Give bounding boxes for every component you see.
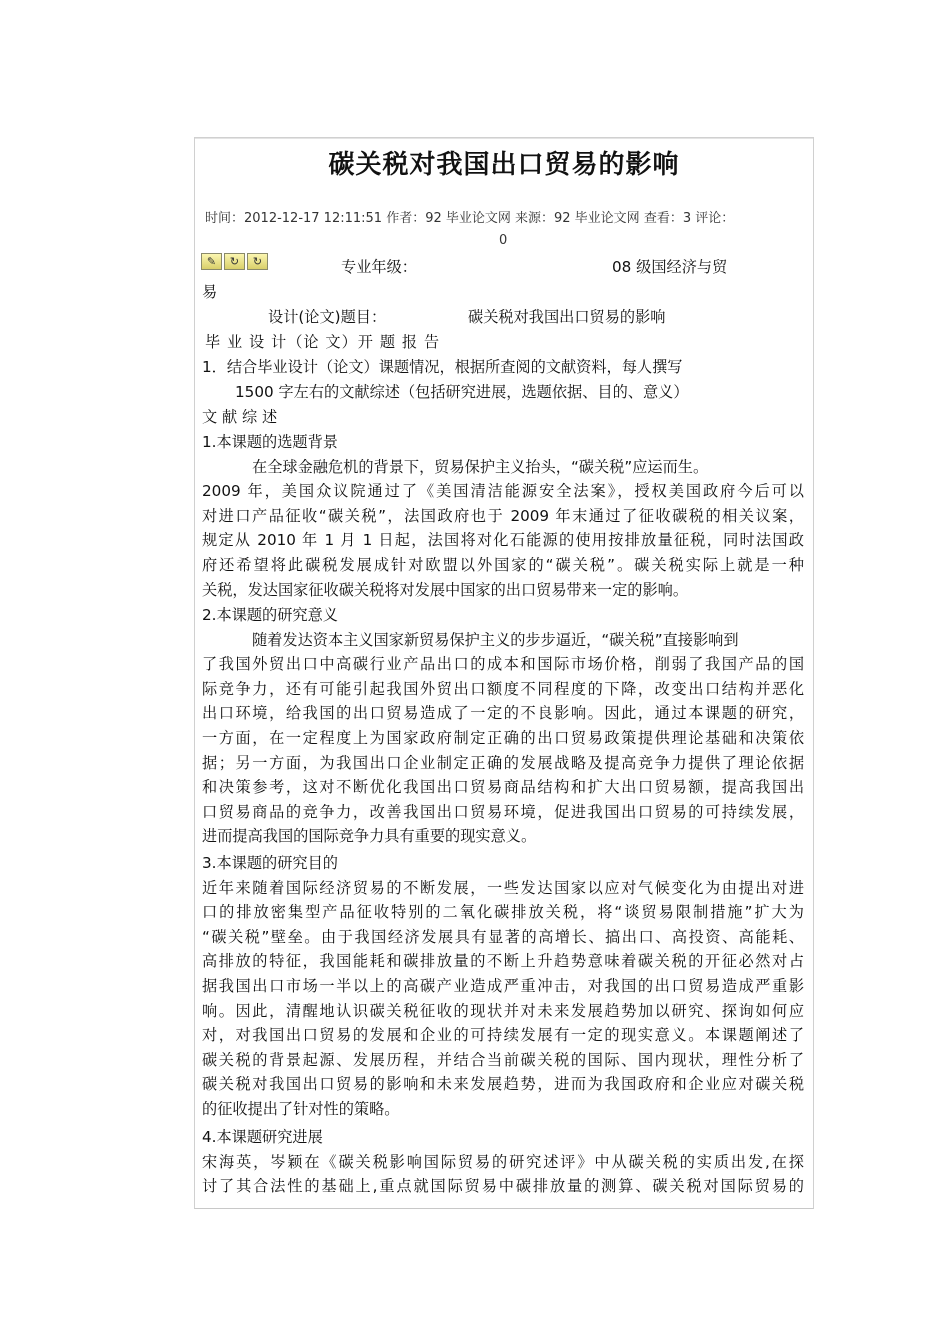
section-heading: 3.本课题的研究目的 [202,854,338,872]
paragraph-line: 际竞争力，还有可能引起我国外贸出口额度不同程度的下降，改变出口结构并恶化 [202,679,804,698]
paragraph-line: 2009 年，美国众议院通过了《美国清洁能源安全法案》，授权美国政府今后可以 [202,482,804,501]
paragraph-line: 了我国外贸出口中高碳行业产品出口的成本和国际市场价格，削弱了我国产品的国 [202,655,804,674]
reload-icon[interactable]: ↻ [224,253,245,270]
paragraph-line: 出口环境，给我国的出口贸易造成了一定的不良影响。因此，通过本课题的研究， [202,704,804,723]
paragraph-line: 近年来随着国际经济贸易的不断发展，一些发达国家以应对气候变化为由提出对进 [202,878,804,897]
report-heading: 毕 业 设 计（论 文）开 题 报 告 [205,333,441,351]
review-heading: 文 献 综 述 [202,408,278,426]
paragraph-line: 碳关税对我国出口贸易的影响和未来发展趋势，进而为我国政府和企业应对碳关税 [202,1075,804,1094]
design-value: 碳关税对我国出口贸易的影响 [468,308,666,326]
paragraph-line: 响。因此，清醒地认识碳关税征收的现状并对未来发展趋势加以研究、探询如何应 [202,1001,804,1020]
section-significance [202,603,804,849]
paragraph-line: 对，对我国出口贸易的发展和企业的可持续发展有一定的现实意义。本课题阐述了 [202,1026,804,1045]
major-value: 08 级国经济与贸 [612,258,728,276]
article-title: 碳关税对我国出口贸易的影响 [328,150,680,180]
paragraph-line: 口的排放密集型产品征收特别的二氧化碳排放关税，将“谈贸易限制措施”扩大为 [202,903,804,922]
section-progress [202,1125,804,1199]
major-value-wrap: 易 [202,283,218,301]
paragraph-line: 的征收提出了针对性的策略。 [202,1099,400,1118]
paragraph-line: 讨了其合法性的基础上,重点就国际贸易中碳排放量的测算、碳关税对国际贸易的 [202,1177,804,1196]
section-background [202,430,804,602]
section-heading: 2.本课题的研究意义 [202,606,338,624]
print-icon[interactable]: ✎ [201,253,222,270]
major-label: 专业年级： [341,258,417,276]
paragraph-line: 和决策参考，这对不断优化我国出口贸易商品结构和扩大出口贸易额，提高我国出 [202,778,804,797]
paragraph-line: 碳关税的背景起源、发展历程，并结合当前碳关税的国际、国内现状，理性分析了 [202,1050,804,1069]
paragraph-line: 宋海英，岑颖在《碳关税影响国际贸易的研究述评》中从碳关税的实质出发,在探 [202,1152,804,1171]
paragraph-line: 据；另一方面，为我国出口企业制定正确的发展战略及提高竞争力提供了理论依据 [202,753,804,772]
paragraph-line: 关税，发达国家征收碳关税将对发展中国家的出口贸易带来一定的影响。 [202,580,688,599]
paragraph-line: “碳关税”壁垒。由于我国经济发展具有显著的高增长、搞出口、高投资、高能耗、 [202,927,804,946]
paragraph-line: 在全球金融危机的背景下，贸易保护主义抬头，“碳关税”应运而生。 [252,457,709,476]
design-label: 设计(论文)题目： [268,308,387,326]
paragraph-line: 进而提高我国的国际竞争力具有重要的现实意义。 [202,827,537,846]
paragraph-line: 一方面，在一定程度上为国家政府制定正确的出口贸易政策提供理论基础和决策依 [202,728,804,747]
paragraph-line: 规定从 2010 年 1 月 1 日起，法国将对化石能源的使用按排放量征税，同时法国政 [202,531,804,550]
paragraph-line: 府还希望将此碳税发展成针对欧盟以外国家的“碳关税”。碳关税实际上就是一种 [202,555,804,574]
article-meta: 时间：2012-12-17 12:11:51 作者：92 毕业论文网 来源：92 毕业论文网 查看：3 评论： [205,211,735,226]
instruction-line-1: 1．结合毕业设计（论文）课题情况，根据所查阅的文献资料，每人撰写 [202,358,683,376]
section-purpose [202,851,804,1122]
toolbar-icons [201,253,268,270]
paragraph-line: 随着发达资本主义国家新贸易保护主义的步步逼近，“碳关税”直接影响到 [252,630,739,649]
paragraph-line: 口贸易商品的竞争力，改善我国出口贸易环境，促进我国出口贸易的可持续发展， [202,802,804,821]
section-heading: 1.本课题的选题背景 [202,433,338,451]
paragraph-line: 据我国出口市场一半以上的高碳产业造成严重冲击，对我国的出口贸易造成严重影 [202,976,804,995]
paragraph-line: 对进口产品征收“碳关税”，法国政府也于 2009 年末通过了征收碳税的相关议案， [202,506,804,525]
instruction-line-2: 1500 字左右的文献综述（包括研究进展，选题依据、目的、意义） [235,383,689,401]
comment-count: 0 [499,233,508,248]
section-heading: 4.本课题研究进展 [202,1128,323,1146]
reload-icon[interactable]: ↻ [247,253,268,270]
paragraph-line: 高排放的特征，我国能耗和碳排放量的不断上升趋势意味着碳关税的开征必然对占 [202,952,804,971]
